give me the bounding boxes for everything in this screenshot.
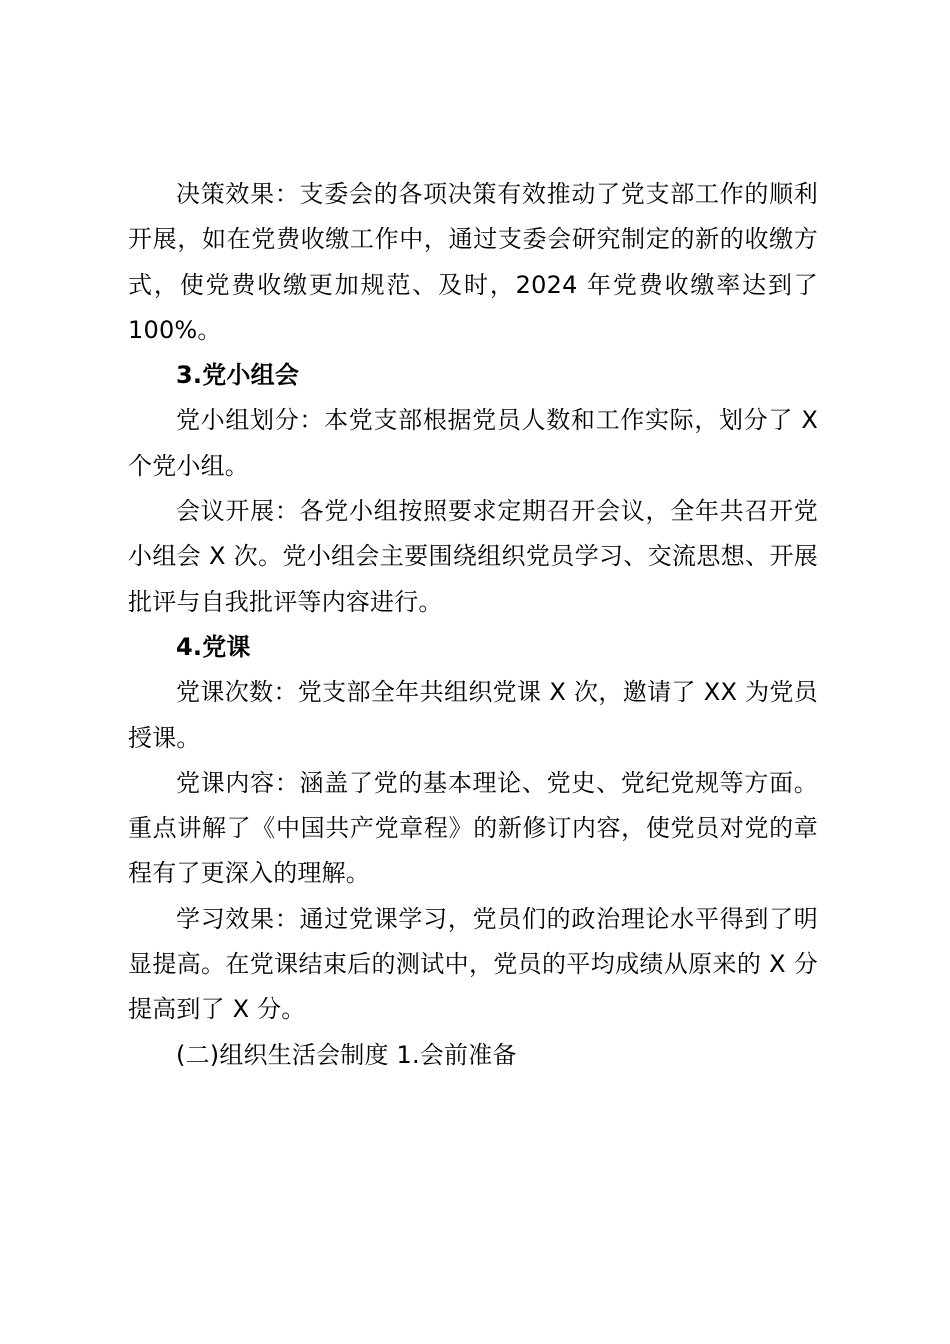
paragraph-organization-life-meeting: (二)组织生活会制度 1.会前准备 bbox=[176, 1040, 517, 1069]
paragraph-lecture-count: 党课次数：党支部全年共组织党课 X 次，邀请了 XX 为党员授课。 bbox=[128, 678, 818, 752]
document-body bbox=[128, 172, 818, 1078]
paragraph-lecture-content: 党课内容：涵盖了党的基本理论、党史、党纪党规等方面。重点讲解了《中国共产党章程》的新修订内容，使党员对党的章程有了更深入的理解。 bbox=[128, 768, 818, 888]
heading-party-group-meeting: 3.党小组会 bbox=[176, 361, 300, 390]
paragraph-learning-effect: 学习效果：通过党课学习，党员们的政治理论水平得到了明显提高。在党课结束后的测试中，党员的平均成绩从原来的 X 分提高到了 X 分。 bbox=[128, 904, 818, 1024]
paragraph-group-division: 党小组划分：本党支部根据党员人数和工作实际，划分了 X 个党小组。 bbox=[128, 406, 818, 480]
paragraph-decision-effect: 决策效果：支委会的各项决策有效推动了党支部工作的顺利开展，如在党费收缴工作中，通过支委会研究制定的新的收缴方式，使党费收缴更加规范、及时，2024 年党费收缴率达到了 100%。 bbox=[128, 180, 818, 344]
paragraph-meeting-conduct: 会议开展：各党小组按照要求定期召开会议，全年共召开党小组会 X 次。党小组会主要围绕组织党员学习、交流思想、开展批评与自我批评等内容进行。 bbox=[128, 497, 818, 616]
heading-party-lecture: 4.党课 bbox=[176, 632, 251, 661]
